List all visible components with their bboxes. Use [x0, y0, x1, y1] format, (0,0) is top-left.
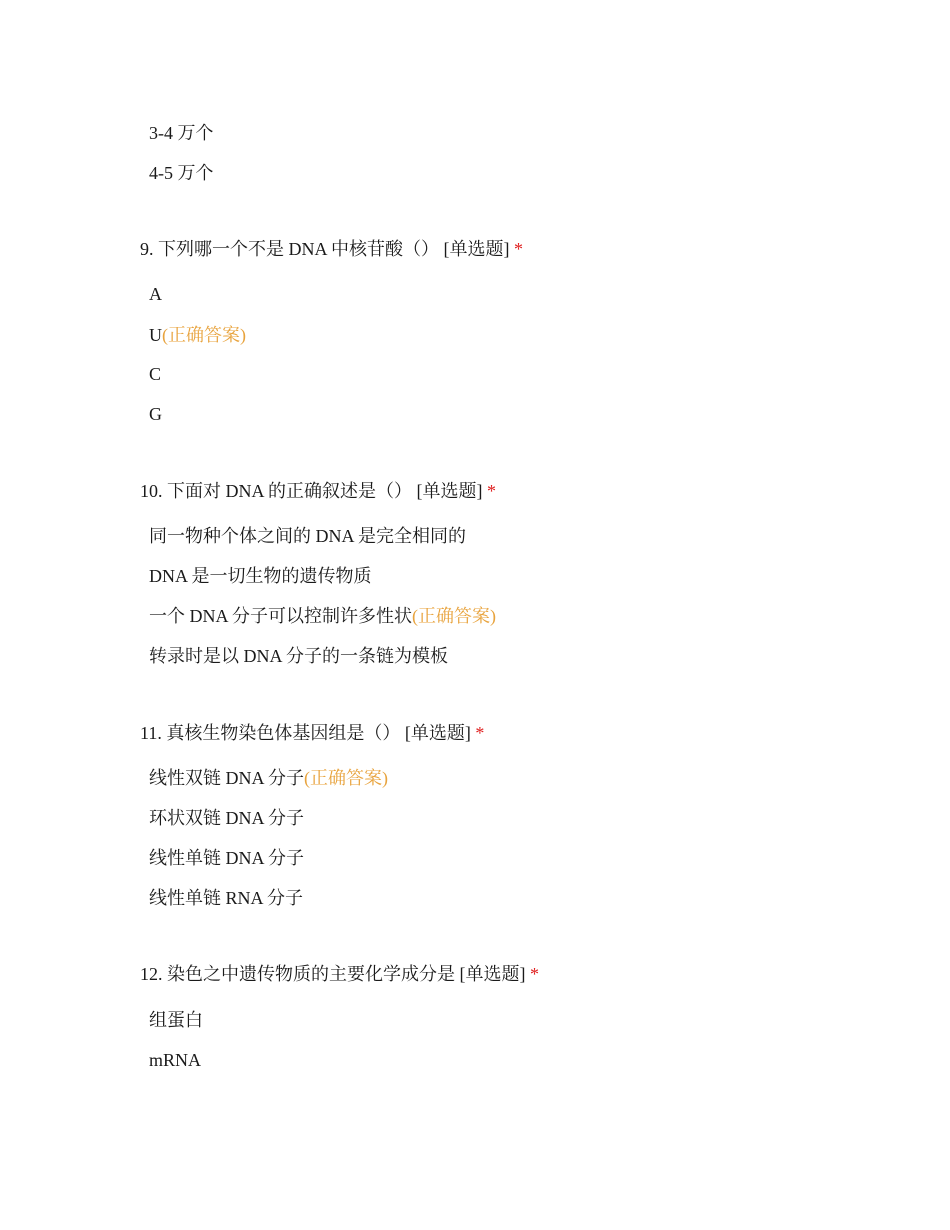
question-10-option-a[interactable]: [149, 524, 466, 548]
option-label: 3-4 万个: [149, 123, 214, 143]
question-11-option-b[interactable]: [149, 806, 304, 830]
option-prev-2[interactable]: [149, 161, 214, 185]
option-label: 线性单链 RNA 分子: [149, 888, 304, 908]
required-marker: *: [475, 723, 485, 743]
question-11-title: [140, 721, 484, 745]
option-label: 4-5 万个: [149, 163, 214, 183]
required-marker: *: [487, 481, 496, 501]
option-prev-1[interactable]: [149, 121, 214, 145]
question-title-text: 12. 染色之中遗传物质的主要化学成分是 [单选题]: [140, 964, 526, 984]
question-title-text: 10. 下面对 DNA 的正确叙述是（） [单选题]: [140, 481, 483, 501]
required-marker: *: [530, 964, 539, 984]
question-10-option-c[interactable]: [149, 604, 496, 628]
correct-answer-marker: (正确答案): [412, 606, 497, 626]
option-label: DNA 是一切生物的遗传物质: [149, 566, 372, 586]
option-label: 同一物种个体之间的 DNA 是完全相同的: [149, 526, 467, 546]
question-title-text: 9. 下列哪一个不是 DNA 中核苷酸（） [单选题]: [140, 239, 510, 259]
question-title-text: 11. 真核生物染色体基因组是（） [单选题]: [140, 723, 471, 743]
option-label: G: [149, 404, 162, 424]
option-label: 环状双链 DNA 分子: [149, 808, 305, 828]
required-marker: *: [514, 239, 523, 259]
question-12-option-b[interactable]: [149, 1048, 201, 1072]
question-12-title: [140, 962, 539, 986]
option-label: U: [149, 325, 162, 345]
question-11-option-c[interactable]: [149, 846, 304, 870]
option-label: 组蛋白: [149, 1010, 203, 1030]
question-9-option-d[interactable]: [149, 402, 162, 426]
option-label: 线性双链 DNA 分子: [149, 768, 305, 788]
question-9-option-a[interactable]: [149, 282, 162, 306]
question-12-option-a[interactable]: [149, 1008, 203, 1032]
correct-answer-marker: (正确答案): [304, 768, 389, 788]
question-11-option-d[interactable]: [149, 886, 303, 910]
correct-answer-marker: (正确答案): [162, 325, 246, 345]
option-label: 线性单链 DNA 分子: [149, 848, 305, 868]
question-9-title: [140, 237, 523, 261]
option-label: 转录时是以 DNA 分子的一条链为模板: [149, 646, 449, 666]
question-11-option-a[interactable]: [149, 766, 388, 790]
question-10-option-b[interactable]: [149, 564, 372, 588]
option-label: mRNA: [149, 1050, 202, 1070]
option-label: 一个 DNA 分子可以控制许多性状: [149, 606, 413, 626]
question-10-title: [140, 479, 496, 503]
question-10-option-d[interactable]: [149, 644, 448, 668]
option-label: C: [149, 364, 162, 384]
option-label: A: [149, 284, 162, 304]
question-9-option-b[interactable]: [149, 323, 246, 347]
question-9-option-c[interactable]: [149, 362, 161, 386]
